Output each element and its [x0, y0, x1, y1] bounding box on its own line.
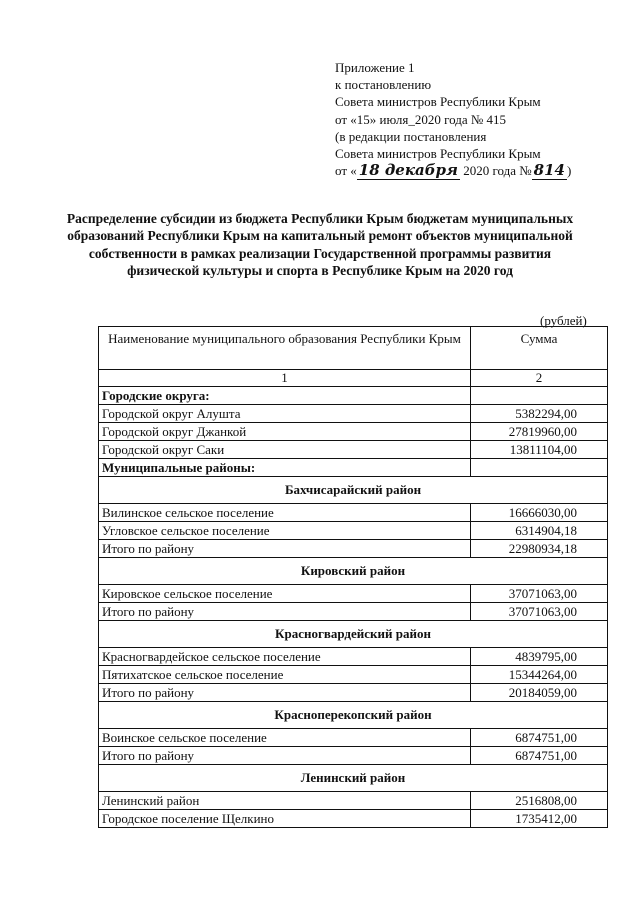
table-row: Красногвардейское сельское поселение 4839795,00 [99, 648, 608, 666]
appendix-line: Совета министров Республики Крым [335, 146, 541, 162]
appendix-line: к постановлению [335, 77, 432, 93]
table-row: Вилинское сельское поселение 16666030,00 [99, 504, 608, 522]
document-title: Распределение субсидии из бюджета Республики Крым бюджетам муниципальных образований Республики Крым на капитальный ремонт объектов муниципальной собственности в рамках реализации Государственной программы развития физической культуры и спорта в Республике Крым на 2020 год [66, 211, 574, 279]
table-row: Итого по району 37071063,00 [99, 603, 608, 621]
table-row: Пятихатское сельское поселение 15344264,00 [99, 666, 608, 684]
appendix-block [335, 59, 625, 179]
district-header-row [99, 558, 608, 585]
appendix-line: от «15» июля_2020 года № 415 [335, 111, 506, 127]
table-row: Городской округ Джанкой 27819960,00 [99, 423, 608, 441]
table-row: Кировское сельское поселение 37071063,00 [99, 585, 608, 603]
table-header-row [99, 327, 608, 370]
handwritten-number: 814 [533, 161, 565, 180]
table-row: Городской округ Саки 13811104,00 [99, 441, 608, 459]
table-row: Ленинский район 2516808,00 [99, 792, 608, 810]
table-row: Воинское сельское поселение 6874751,00 [99, 729, 608, 747]
district-title: Бахчисарайский район [99, 477, 608, 504]
district-title: Ленинский район [99, 765, 608, 792]
district-header-row [99, 621, 608, 648]
district-title: Красногвардейский район [99, 621, 608, 648]
handwritten-date: 18 декабря [358, 161, 458, 180]
table-row: Итого по району 20184059,00 [99, 684, 608, 702]
amendment-line: от « 18 декабря 2020 года № 814 ) [335, 161, 572, 180]
district-title: Кировский район [99, 558, 608, 585]
district-header-row [99, 765, 608, 792]
table-row: Итого по району 22980934,18 [99, 540, 608, 558]
group-header-row [99, 387, 608, 405]
table-row: Городское поселение Щелкино 1735412,00 [99, 810, 608, 828]
appendix-line: Совета министров Республики Крым [335, 94, 541, 110]
table-row: Городской округ Алушта 5382294,00 [99, 405, 608, 423]
table-row: Итого по району 6874751,00 [99, 747, 608, 765]
subsidy-table [98, 326, 608, 828]
district-header-row [99, 477, 608, 504]
column-header-name: Наименование муниципального образования Республики Крым [99, 327, 471, 370]
appendix-line: (в редакции постановления [335, 128, 487, 144]
district-title: Красноперекопский район [99, 702, 608, 729]
group-title: Муниципальные районы: [99, 459, 471, 477]
district-header-row [99, 702, 608, 729]
column-number-row: 1 2 [99, 370, 608, 387]
table-row: Угловское сельское поселение 6314904,18 [99, 522, 608, 540]
group-header-row [99, 459, 608, 477]
units-label: (рублей) [540, 313, 587, 328]
column-header-sum: Сумма [471, 327, 608, 370]
group-title: Городские округа: [99, 387, 471, 405]
appendix-line: Приложение 1 [335, 60, 415, 75]
